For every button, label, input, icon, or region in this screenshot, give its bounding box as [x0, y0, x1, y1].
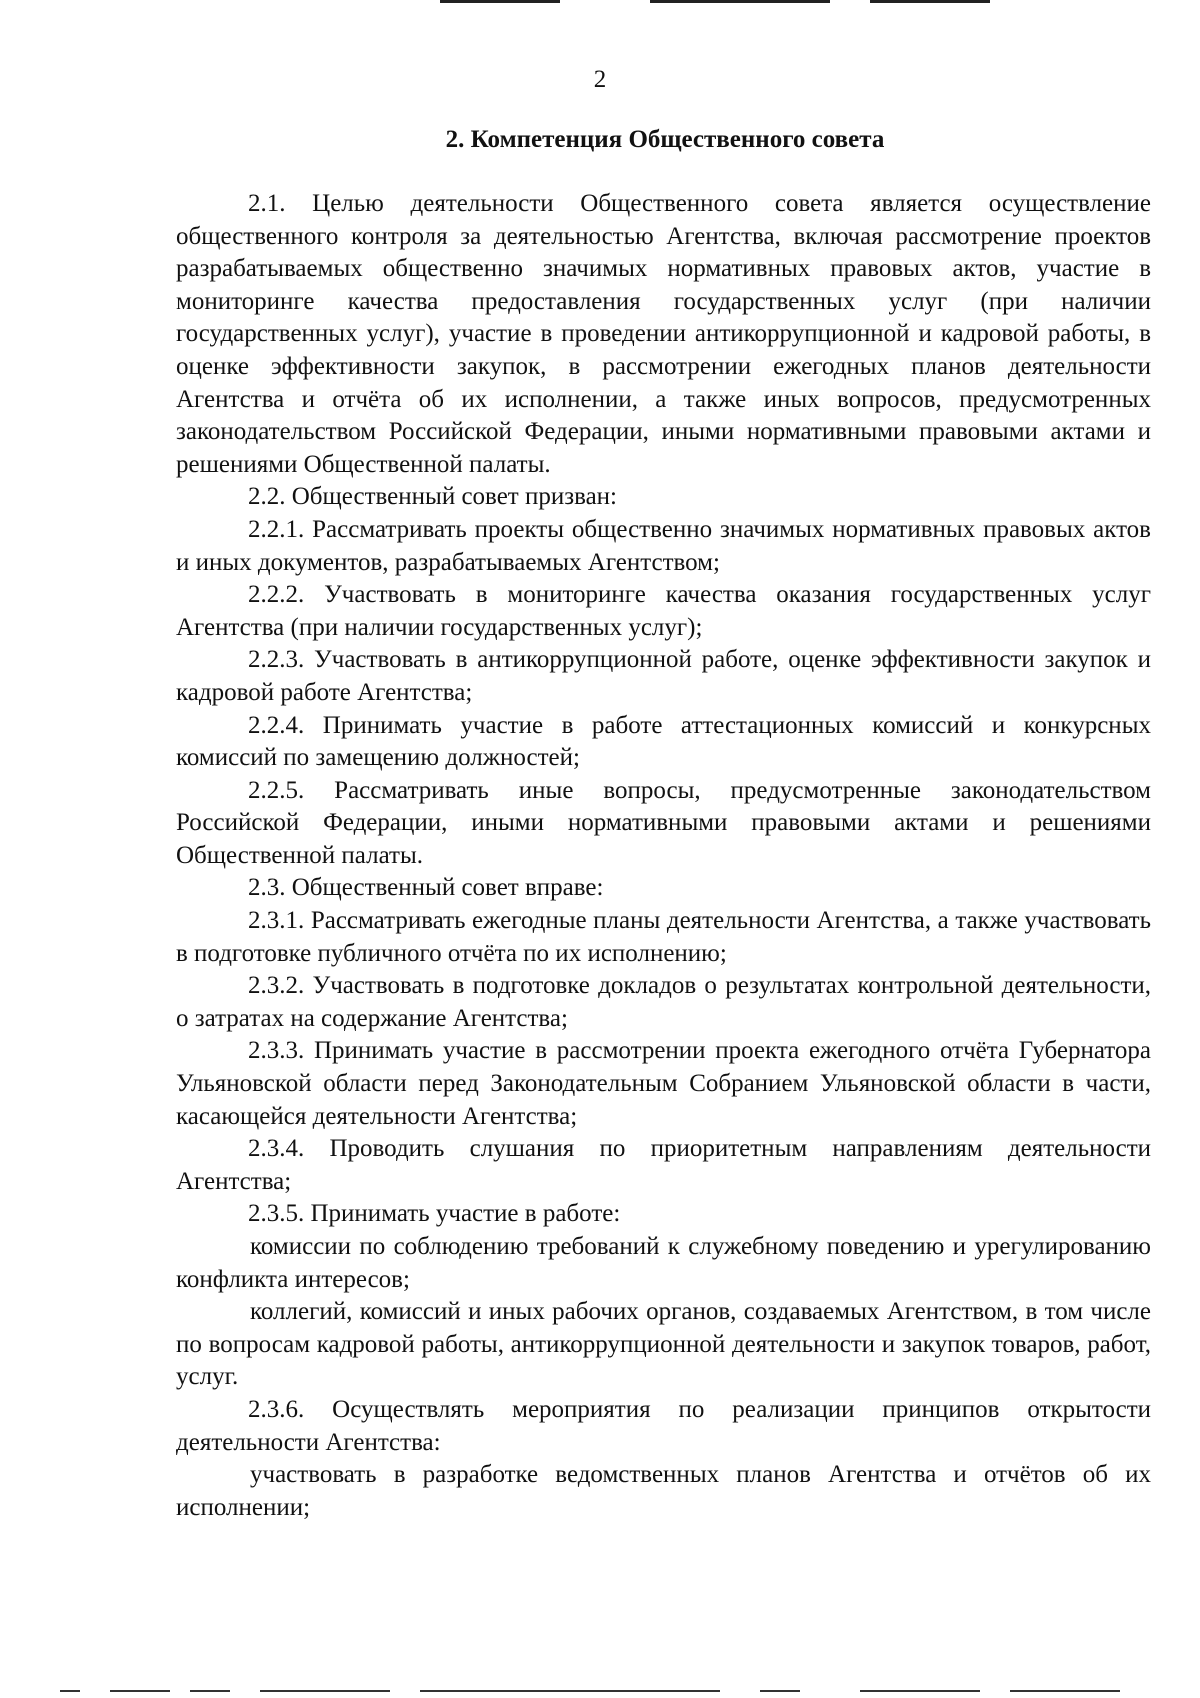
paragraph-2-2-5: 2.2.5. Рассматривать иные вопросы, предусмотренные законодательством Российской Федерации, иными нормативными правовыми актами и решениями Общественной палаты.: [176, 776, 1151, 869]
document-body: [176, 188, 1151, 1524]
paragraph-2-3-3: 2.3.3. Принимать участие в рассмотрении проекта ежегодного отчёта Губернатора Ульяновской области перед Законодательным Собранием Ульяновской области в части, касающейся деятельности Агентства;: [176, 1037, 1151, 1130]
paragraph-2-2-2: 2.2.2. Участвовать в мониторинге качества оказания государственных услуг Агентства (при наличии государственных услуг);: [176, 581, 1151, 641]
scan-bottom-edge: [0, 1690, 1200, 1694]
paragraph-2-3-2: 2.3.2. Участвовать в подготовке докладов о результатах контрольной деятельности, о затратах на содержание Агентства;: [176, 972, 1151, 1032]
paragraph-2-3-5-item-1: комиссии по соблюдению требований к служебному поведению и урегулированию конфликта интересов;: [176, 1233, 1151, 1293]
paragraph-2-3-5-item-2: коллегий, комиссий и иных рабочих органов, создаваемых Агентством, в том числе по вопросам кадровой работы, антикоррупционной деятельности и закупок товаров, работ, услуг.: [176, 1298, 1151, 1391]
paragraph-2-3: 2.3. Общественный совет вправе:: [248, 874, 604, 902]
paragraph-2-1: 2.1. Целью деятельности Общественного совета является осуществление общественного контроля за деятельностью Агентства, включая рассмотрение проектов разрабатываемых общественно значимых нормативных правовых актов, участие в мониторинге качества предоставления государственных услуг (при наличии государственных услуг), участие в проведении антикоррупционной и кадровой работы, в оценке эффективности закупок, в рассмотрении ежегодных планов деятельности Агентства и отчёта об их исполнении, а также иных вопросов, предусмотренных законодательством Российской Федерации, иными нормативными правовыми актами и решениями Общественной палаты.: [176, 190, 1151, 478]
paragraph-2-2-4: 2.2.4. Принимать участие в работе аттестационных комиссий и конкурсных комиссий по замещению должностей;: [176, 711, 1151, 772]
paragraph-2-3-5: 2.3.5. Принимать участие в работе:: [248, 1200, 621, 1228]
paragraph-2-3-6-item-1: участвовать в разработке ведомственных планов Агентства и отчётов об их исполнении;: [176, 1461, 1151, 1521]
scan-top-edge: [0, 0, 1200, 8]
paragraph-2-2-1: 2.2.1. Рассматривать проекты общественно значимых нормативных правовых актов и иных документов, разрабатываемых Агентством;: [176, 515, 1151, 576]
paragraph-2-3-4: 2.3.4. Проводить слушания по приоритетным направлениям деятельности Агентства;: [176, 1135, 1151, 1195]
paragraph-2-2: 2.2. Общественный совет призван:: [248, 483, 618, 511]
paragraph-2-3-6: 2.3.6. Осуществлять мероприятия по реализации принципов открытости деятельности Агентства:: [176, 1395, 1151, 1456]
page-number: 2: [593, 66, 607, 93]
paragraph-2-3-1: 2.3.1. Рассматривать ежегодные планы деятельности Агентства, а также участвовать в подготовке публичного отчёта по их исполнению;: [176, 907, 1151, 967]
paragraph-2-2-3: 2.2.3. Участвовать в антикоррупционной работе, оценке эффективности закупок и кадровой работе Агентства;: [176, 646, 1151, 706]
section-title: 2. Компетенция Общественного совета: [445, 126, 885, 153]
